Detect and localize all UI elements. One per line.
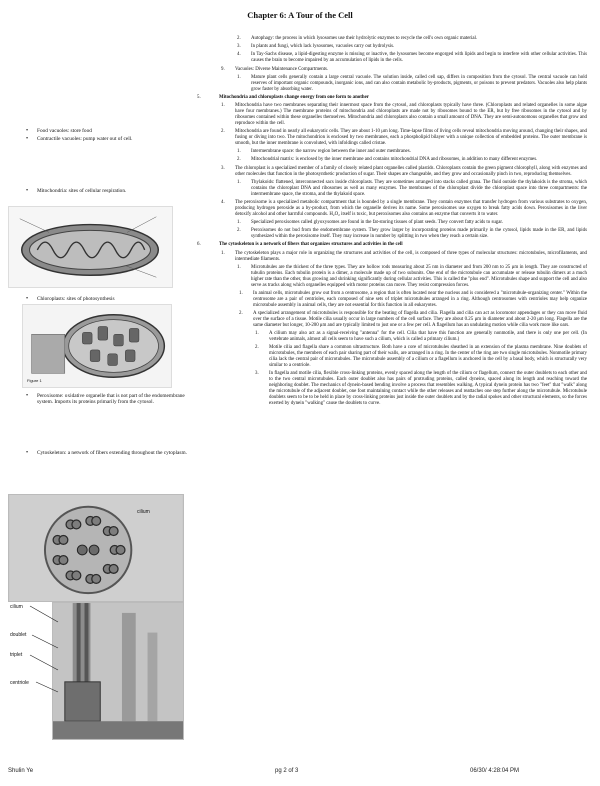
microtubule-doublet [59,535,68,544]
microtubule-doublet [109,527,118,536]
outline-item [237,157,587,163]
outline-number: 6. [197,242,201,248]
outline-text: Mitochondria have two membranes separating their innermost space from the cytosol, and chloroplasts typically have three. (Chloroplasts and related organelles in some algae have four membranes.) The membrane proteins of mitochondria and chloroplasts are made not by ribosomes bound to the ER, but by free ribosomes in the cytosol and by ribosomes contained within these organelles themselves. Mitochondria and chloroplasts also contain a small amount of DNA. They are semi-autonomous organelles that grow and reproduce within the cell. [235,102,587,126]
outline-item [255,331,587,343]
outline-number: 1. [255,331,259,337]
outline-text: A specialized arrangement of microtubules is responsible for the beating of flagella and cilia. Flagella and cilia can act as locomotor appendages or they can move fluid over the surface of a tissue. Motile cilia usually occur in large numbers of the cell surface. They are about 0.25 μm in diameter and about 2-20 μm long. Flagella are the same diameter but longer, 10-200 μm and are typically limited to just one or a few per cell. A flagellum has an undulating motion while cilia work more like oars. [253,310,587,328]
outline-item [237,264,587,289]
outline-item [237,179,587,198]
chloroplast-illustration [22,304,172,388]
outline-text: In plants and fungi, which lack lysosomes, vacuoles carry out hydrolysis. [251,44,395,50]
outline-number: 3. [255,371,259,377]
outline-item [197,94,587,101]
outline-number: 1. [239,290,243,296]
outline-number: 1. [221,102,225,108]
outline-number: 1. [221,250,225,256]
outline-number: 3. [237,44,241,50]
figure-caption: Figure 1 [27,378,42,383]
footer-author: Shulin Ye [8,768,34,774]
outline-number: 1. [237,220,241,226]
outline-item [221,66,587,73]
outline-number: 1. [237,179,241,185]
outline-item [197,242,587,248]
outline-number: 2. [255,345,259,351]
outline-item [239,290,587,309]
outline-text: The cytoskeleton plays a major role in organizing the structures and activities of the cell, is composed of three types of molecular structures: microtubules, microfilaments, and intermediate filaments. [235,250,587,262]
footer-page: pg 2 of 3 [275,768,299,774]
label-centriole: centriole [10,680,29,686]
outline-item [221,102,587,127]
note-chloroplasts: • Chloroplasts: sites of photosynthesis [37,296,187,302]
footer-timestamp: 06/30/ 4:28:04 PM [470,768,520,774]
microtubule-doublet [92,517,101,526]
label-cilium-top: cilium [137,509,150,515]
cilium-longitudinal-micrograph [52,602,184,740]
outline-text: In flagella and motile cilia, flexible cross-linking proteins, evenly spaced along the length of the cilium or flagellum, connect the outer doublets to each other and to the two central microtubules. Each outer doublet also has pairs of protruding proteins, called dyneins, spaced along its length and reaching toward the neighboring doublet. The mechanics of dynein-based bending involve a process that resembles walking. A typical dynein protein has two "feet" that "walk" along the microtubule of the adjacent doublet, one foot maintaining contact while the other releases and reattaches one step further along the microtubule. Microtubule doublets seem to be to be held in place by cross-linking proteins just inside the outer doublets and by the radial spokes and other structural elements, so the forces exerted by dynein "walking" cause the doublets to curve. [269,371,587,407]
outline-item [221,165,587,178]
outline-number: 2. [221,129,225,135]
outline-number: 2. [237,228,241,234]
outline-item [221,129,587,147]
outline-number: 5. [197,94,201,100]
label-triplet: triplet [10,652,23,658]
outline-item [237,74,587,93]
outline-text: Specialized peroxisomes called glyoxysomes are found in the fat-storing tissues of plant seeds. They convert fatty acids to sugar. [251,220,503,226]
outline-number: 2. [239,310,243,316]
outline-item [237,228,587,240]
outline-text: Mitochondria are found in nearly all eukaryotic cells. They are about 1-10 μm long. Time-lapse films of living cells reveal mitochondria moving around, changing their shapes, and fusing or diving into two. The mitochondrion is enclosed by two membranes, each a phospholipid bilayer with a unique collection of embedded proteins. The outer membrane is smooth, but the inner membrane is convoluted, with infoldings called cristae. [235,129,587,147]
note-mitochondria: • Mitochondria: sites of cellular respiration. [37,188,187,194]
note-cytoskeleton: • Cytoskeleton: a network of fibers extending throughout the cytoplasm. [37,450,187,456]
outline-number: 1. [237,149,241,155]
microtubule-doublet [72,571,81,580]
outline-number: 9. [221,66,225,72]
cilium-cross-section-micrograph [8,494,184,602]
note-food-vacuoles: • Food vacuoles: store food [37,128,187,134]
outline-text: Peroxisomes do not bud from the endomembrane system. They grow larger by incorporating proteins made primarily in the cytosol, lipids made in the ER, and lipids synthesized within the peroxisome itself. They may increase in number by splitting in two when they reach a certain size. [251,228,587,240]
outline-item [237,52,587,64]
outline-number: 1. [237,74,241,80]
outline-item [237,149,587,155]
outline-item [237,220,587,226]
microtubule-doublet [116,546,125,555]
outline-text: The chloroplast is a specialized member of a family of closely related plant organelles called plastids. Chloroplasts contain the green pigment chlorophyll, along with enzymes and other molecules that function in the photosynthetic production of sugar. Their shapes are changeable, and they grow and occasionally pinch in two, reproducing themselves. [235,165,587,177]
outline-item [237,36,587,42]
outline-text: Microtubules are the thickest of the three types. They are hollow rods measuring about 25 nm in diameter and from 200 nm to 25 μm in length. They are constructed of tubulin proteins. Each tubulin protein is a dimer, a molecule made up of two subunits. One end of the microtubule can accumulate or release tubulin dimers at a much higher rate than the other, thus growing and shrinking significantly during cellular activities. This is called the "plus end". Microtubules shape and support the cell and also serve as tracks along which organelles equipped with motor proteins can move. They resist compression forces. [251,264,587,288]
outline-text: Mitochondrial matrix: is enclosed by the inner membrane and contains mitochondrial DNA and ribosomes, in addition to many different enzymes. [251,157,538,163]
outline-number: 3. [221,165,225,171]
outline-number: 1. [237,264,241,270]
main-outline [197,36,587,409]
outline-item [221,199,587,218]
outline-text: Autophagy: the process in which lysosomes use their hydrolytic enzymes to recycle the cell's own organic material. [251,36,478,41]
outline-number: 4. [221,199,225,205]
microtubule-doublet [92,575,101,584]
outline-text: The cytoskeleton is a network of fibers that organizes structures and activities in the cell [219,242,403,248]
microtubule-doublet [109,564,118,573]
outline-text: In Tay-Sachs disease, a lipid-digesting enzyme is missing or inactive, the lysosomes become engorged with lipids and begin to interfere with other cellular activities. This causes the brain to become impaired by an accumulation of lipids in the cells. [251,52,587,64]
mitochondrion-illustration [8,206,173,288]
note-contractile-vacuoles: • Contractile vacuoles: pump water out of cell. [37,136,187,142]
outline-text: Mitochondria and chloroplasts change energy from one form to another [219,94,369,100]
outline-text: A cilium may also act as a signal-receiving "antenna" for the cell. Cilia that have this function are generally nonmotile, and there is only one per cell. (In vertebrate animals, almost all cells seem to have such a cilium, which is called a primary cilium.) [269,331,587,343]
outline-item [255,345,587,369]
outline-text: Vacuoles: Diverse Maintenance Compartments. [235,66,329,72]
microtubule-doublet [72,520,81,529]
label-leader-lines [0,600,60,700]
note-peroxisome: • Peroxisome: oxidative organelle that is not part of the endomembrane system. Imports its proteins primarily from the cytosol. [37,393,187,406]
outline-number: 2. [237,157,241,163]
outline-text: The peroxisome is a specialized metabolic compartment that is bounded by a single membrane. They contain enzymes that transfer hydrogen from various substrates to oxygen, producing hydrogen peroxide as a by-product, from which the organelle derives its name. Some peroxisomes use oxygen to break fatty acids down. Peroxisomes in the liver detoxify alcohol and other harmful compounds. H₂O₂ itself is toxic, but peroxisomes also contains an enzyme that converts it to water. [235,199,587,217]
outline-item [255,371,587,407]
page-title: Chapter 6: A Tour of the Cell [247,10,353,20]
outline-item [221,250,587,263]
label-cilium: cilium [10,604,23,610]
outline-item [237,44,587,50]
outline-number: 2. [237,36,241,41]
outline-number: 4. [237,52,241,58]
outline-text: Mature plant cells generally contain a large central vacuole. The solution inside, called cell sap, differs in composition from the cytosol. The central vacuole can hold reserves of important organic compounds, inorganic ions, and can also contain metabolic by-products, pigments, or poisons to prevent predators. Vacuoles also help plants grow faster by absorbing water. [251,74,587,92]
outline-text: Intermembrane space: the narrow region between the inner and outer membranes. [251,149,411,155]
microtubule-doublet [59,556,68,565]
outline-item [239,310,587,329]
outline-text: Thylakoids: flattened, interconnected sacs inside chloroplasts. They are sometimes arranged into stacks called grana. The fluid outside the thylakoids is the stroma, which contains the chloroplast DNA and ribosomes as well as many enzymes. The membranes of the chloroplast divide the chloroplast space into three compartments: the intermembrane space, the stroma, and the thylakoid space. [251,179,587,197]
outline-text: In animal cells, microtubules grow out from a centrosome, a region that is often located near the nucleus and is considered a "microtubule-organizing center." Within the centrosome are a pair of centrioles, each composed of nine sets of triplet microtubules arranged in a ring. Although centrosomes with centrioles may help organize microtubule assembly in animal cells, they are not essential for this function in all eukaryotes. [253,290,587,308]
outline-text: Motile cilia and flagella share a common ultrastructure. Both have a core of microtubules sheathed in an extension of the plasma membrane. Nine doublets of microtubules, the members of each pair sharing part of their walls, are arranged in a ring. In the center of the ring are two single microtubules. Nonmotile primary cilia lack the central pair of microtubules. The microtubule assembly of a cilium or a flagellum is anchored in the cell by a basal body, which is structurally very similar to a centriole. [269,345,587,369]
label-doublet: doublet [10,632,27,638]
